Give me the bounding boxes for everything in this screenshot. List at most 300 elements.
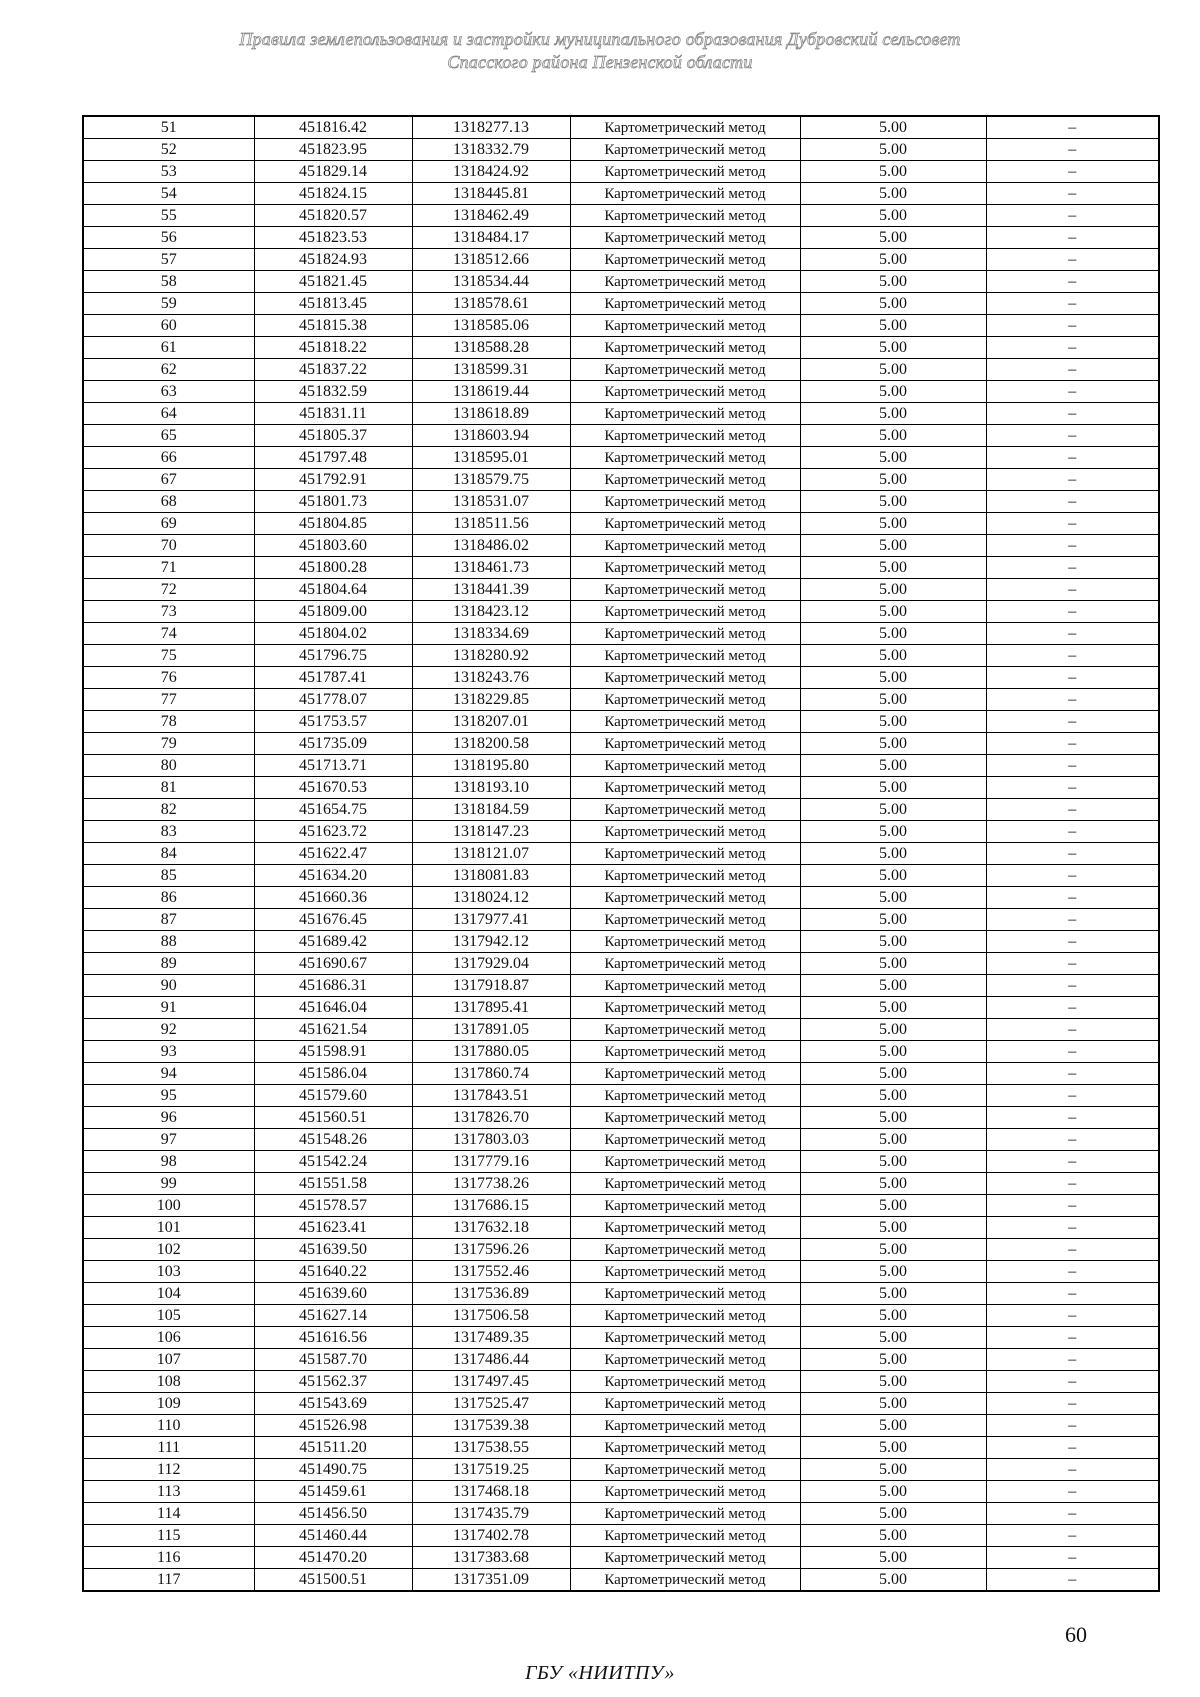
method-cell: Картометрический метод [570, 887, 800, 909]
accuracy-cell: 5.00 [800, 1503, 986, 1525]
method-cell: Картометрический метод [570, 953, 800, 975]
point-number-cell: 95 [83, 1085, 254, 1107]
accuracy-cell: 5.00 [800, 535, 986, 557]
point-number-cell: 75 [83, 645, 254, 667]
x-coordinate-cell: 451621.54 [254, 1019, 412, 1041]
accuracy-cell: 5.00 [800, 1283, 986, 1305]
point-number-cell: 117 [83, 1569, 254, 1592]
y-coordinate-cell: 1317402.78 [412, 1525, 570, 1547]
accuracy-cell: 5.00 [800, 139, 986, 161]
point-number-cell: 106 [83, 1327, 254, 1349]
table-row [83, 1327, 1159, 1349]
accuracy-cell: 5.00 [800, 293, 986, 315]
note-cell: – [986, 689, 1159, 711]
table-row [83, 997, 1159, 1019]
table-row [83, 1503, 1159, 1525]
accuracy-cell: 5.00 [800, 1569, 986, 1592]
method-cell: Картометрический метод [570, 1503, 800, 1525]
table-row [83, 205, 1159, 227]
accuracy-cell: 5.00 [800, 601, 986, 623]
method-cell: Картометрический метод [570, 1239, 800, 1261]
note-cell: – [986, 975, 1159, 997]
method-cell: Картометрический метод [570, 1151, 800, 1173]
y-coordinate-cell: 1317538.55 [412, 1437, 570, 1459]
note-cell: – [986, 249, 1159, 271]
method-cell: Картометрический метод [570, 1305, 800, 1327]
x-coordinate-cell: 451805.37 [254, 425, 412, 447]
point-number-cell: 89 [83, 953, 254, 975]
x-coordinate-cell: 451713.71 [254, 755, 412, 777]
point-number-cell: 111 [83, 1437, 254, 1459]
note-cell: – [986, 667, 1159, 689]
y-coordinate-cell: 1318423.12 [412, 601, 570, 623]
note-cell: – [986, 425, 1159, 447]
table-row [83, 1261, 1159, 1283]
point-number-cell: 76 [83, 667, 254, 689]
method-cell: Картометрический метод [570, 1085, 800, 1107]
x-coordinate-cell: 451796.75 [254, 645, 412, 667]
table-row [83, 557, 1159, 579]
table-row [83, 425, 1159, 447]
header-title-line-1: Правила землепользования и застройки муниципального образования Дубровский сельсовет [239, 29, 961, 49]
y-coordinate-cell: 1317435.79 [412, 1503, 570, 1525]
note-cell: – [986, 359, 1159, 381]
page-number: 60 [1065, 1622, 1087, 1647]
point-number-cell: 102 [83, 1239, 254, 1261]
y-coordinate-cell: 1317779.16 [412, 1151, 570, 1173]
point-number-cell: 108 [83, 1371, 254, 1393]
method-cell: Картометрический метод [570, 975, 800, 997]
point-number-cell: 113 [83, 1481, 254, 1503]
accuracy-cell: 5.00 [800, 865, 986, 887]
method-cell: Картометрический метод [570, 1063, 800, 1085]
table-row [83, 491, 1159, 513]
y-coordinate-cell: 1317843.51 [412, 1085, 570, 1107]
x-coordinate-cell: 451831.11 [254, 403, 412, 425]
point-number-cell: 55 [83, 205, 254, 227]
note-cell: – [986, 1129, 1159, 1151]
table-row [83, 447, 1159, 469]
y-coordinate-cell: 1317519.25 [412, 1459, 570, 1481]
x-coordinate-cell: 451735.09 [254, 733, 412, 755]
point-number-cell: 68 [83, 491, 254, 513]
method-cell: Картометрический метод [570, 1261, 800, 1283]
accuracy-cell: 5.00 [800, 1129, 986, 1151]
accuracy-cell: 5.00 [800, 887, 986, 909]
method-cell: Картометрический метод [570, 271, 800, 293]
accuracy-cell: 5.00 [800, 227, 986, 249]
table-row [83, 645, 1159, 667]
note-cell: – [986, 161, 1159, 183]
point-number-cell: 85 [83, 865, 254, 887]
x-coordinate-cell: 451753.57 [254, 711, 412, 733]
note-cell: – [986, 469, 1159, 491]
accuracy-cell: 5.00 [800, 425, 986, 447]
x-coordinate-cell: 451660.36 [254, 887, 412, 909]
method-cell: Картометрический метод [570, 513, 800, 535]
table-row [83, 139, 1159, 161]
method-cell: Картометрический метод [570, 337, 800, 359]
accuracy-cell: 5.00 [800, 1525, 986, 1547]
note-cell: – [986, 227, 1159, 249]
note-cell: – [986, 1173, 1159, 1195]
accuracy-cell: 5.00 [800, 1063, 986, 1085]
point-number-cell: 56 [83, 227, 254, 249]
point-number-cell: 70 [83, 535, 254, 557]
footer-organization: ГБУ «НИИТПУ» [525, 1662, 675, 1684]
y-coordinate-cell: 1318585.06 [412, 315, 570, 337]
y-coordinate-cell: 1317891.05 [412, 1019, 570, 1041]
point-number-cell: 51 [83, 116, 254, 139]
table-row [83, 1041, 1159, 1063]
note-cell: – [986, 491, 1159, 513]
accuracy-cell: 5.00 [800, 205, 986, 227]
point-number-cell: 71 [83, 557, 254, 579]
x-coordinate-cell: 451809.00 [254, 601, 412, 623]
y-coordinate-cell: 1317929.04 [412, 953, 570, 975]
x-coordinate-cell: 451821.45 [254, 271, 412, 293]
note-cell: – [986, 1283, 1159, 1305]
accuracy-cell: 5.00 [800, 1041, 986, 1063]
note-cell: – [986, 1415, 1159, 1437]
y-coordinate-cell: 1317803.03 [412, 1129, 570, 1151]
point-number-cell: 69 [83, 513, 254, 535]
table-row [83, 227, 1159, 249]
y-coordinate-cell: 1317468.18 [412, 1481, 570, 1503]
accuracy-cell: 5.00 [800, 953, 986, 975]
accuracy-cell: 5.00 [800, 1349, 986, 1371]
table-row [83, 931, 1159, 953]
note-cell: – [986, 1041, 1159, 1063]
method-cell: Картометрический метод [570, 249, 800, 271]
accuracy-cell: 5.00 [800, 799, 986, 821]
accuracy-cell: 5.00 [800, 337, 986, 359]
x-coordinate-cell: 451792.91 [254, 469, 412, 491]
note-cell: – [986, 1349, 1159, 1371]
accuracy-cell: 5.00 [800, 645, 986, 667]
y-coordinate-cell: 1318595.01 [412, 447, 570, 469]
table-row [83, 667, 1159, 689]
point-number-cell: 66 [83, 447, 254, 469]
table-row [83, 1547, 1159, 1569]
x-coordinate-cell: 451646.04 [254, 997, 412, 1019]
point-number-cell: 80 [83, 755, 254, 777]
method-cell: Картометрический метод [570, 601, 800, 623]
accuracy-cell: 5.00 [800, 1371, 986, 1393]
point-number-cell: 99 [83, 1173, 254, 1195]
method-cell: Картометрический метод [570, 1195, 800, 1217]
y-coordinate-cell: 1317826.70 [412, 1107, 570, 1129]
method-cell: Картометрический метод [570, 491, 800, 513]
point-number-cell: 54 [83, 183, 254, 205]
x-coordinate-cell: 451804.02 [254, 623, 412, 645]
y-coordinate-cell: 1317942.12 [412, 931, 570, 953]
y-coordinate-cell: 1318277.13 [412, 116, 570, 139]
accuracy-cell: 5.00 [800, 689, 986, 711]
method-cell: Картометрический метод [570, 1129, 800, 1151]
accuracy-cell: 5.00 [800, 183, 986, 205]
table-row [83, 799, 1159, 821]
x-coordinate-cell: 451470.20 [254, 1547, 412, 1569]
y-coordinate-cell: 1317738.26 [412, 1173, 570, 1195]
note-cell: – [986, 1261, 1159, 1283]
x-coordinate-cell: 451815.38 [254, 315, 412, 337]
point-number-cell: 61 [83, 337, 254, 359]
x-coordinate-cell: 451634.20 [254, 865, 412, 887]
accuracy-cell: 5.00 [800, 1019, 986, 1041]
x-coordinate-cell: 451598.91 [254, 1041, 412, 1063]
accuracy-cell: 5.00 [800, 1459, 986, 1481]
x-coordinate-cell: 451689.42 [254, 931, 412, 953]
accuracy-cell: 5.00 [800, 1239, 986, 1261]
point-number-cell: 100 [83, 1195, 254, 1217]
accuracy-cell: 5.00 [800, 755, 986, 777]
accuracy-cell: 5.00 [800, 975, 986, 997]
table-row [83, 953, 1159, 975]
note-cell: – [986, 271, 1159, 293]
method-cell: Картометрический метод [570, 293, 800, 315]
accuracy-cell: 5.00 [800, 271, 986, 293]
table-row [83, 183, 1159, 205]
method-cell: Картометрический метод [570, 447, 800, 469]
method-cell: Картометрический метод [570, 997, 800, 1019]
method-cell: Картометрический метод [570, 557, 800, 579]
accuracy-cell: 5.00 [800, 1415, 986, 1437]
point-number-cell: 107 [83, 1349, 254, 1371]
method-cell: Картометрический метод [570, 403, 800, 425]
accuracy-cell: 5.00 [800, 1151, 986, 1173]
accuracy-cell: 5.00 [800, 116, 986, 139]
point-number-cell: 115 [83, 1525, 254, 1547]
method-cell: Картометрический метод [570, 645, 800, 667]
y-coordinate-cell: 1318024.12 [412, 887, 570, 909]
x-coordinate-cell: 451820.57 [254, 205, 412, 227]
x-coordinate-cell: 451551.58 [254, 1173, 412, 1195]
table-row [83, 755, 1159, 777]
table-row [83, 1371, 1159, 1393]
x-coordinate-cell: 451500.51 [254, 1569, 412, 1592]
point-number-cell: 84 [83, 843, 254, 865]
point-number-cell: 96 [83, 1107, 254, 1129]
table-row [83, 1085, 1159, 1107]
y-coordinate-cell: 1318578.61 [412, 293, 570, 315]
note-cell: – [986, 1327, 1159, 1349]
table-row [83, 1129, 1159, 1151]
method-cell: Картометрический метод [570, 755, 800, 777]
accuracy-cell: 5.00 [800, 403, 986, 425]
note-cell: – [986, 1305, 1159, 1327]
point-number-cell: 52 [83, 139, 254, 161]
y-coordinate-cell: 1318332.79 [412, 139, 570, 161]
table-row [83, 1107, 1159, 1129]
method-cell: Картометрический метод [570, 1349, 800, 1371]
note-cell: – [986, 733, 1159, 755]
x-coordinate-cell: 451562.37 [254, 1371, 412, 1393]
x-coordinate-cell: 451676.45 [254, 909, 412, 931]
x-coordinate-cell: 451804.85 [254, 513, 412, 535]
x-coordinate-cell: 451800.28 [254, 557, 412, 579]
x-coordinate-cell: 451640.22 [254, 1261, 412, 1283]
y-coordinate-cell: 1317918.87 [412, 975, 570, 997]
method-cell: Картометрический метод [570, 711, 800, 733]
x-coordinate-cell: 451804.64 [254, 579, 412, 601]
y-coordinate-cell: 1318193.10 [412, 777, 570, 799]
method-cell: Картометрический метод [570, 1437, 800, 1459]
accuracy-cell: 5.00 [800, 513, 986, 535]
table-row [83, 1063, 1159, 1085]
method-cell: Картометрический метод [570, 1107, 800, 1129]
note-cell: – [986, 1481, 1159, 1503]
point-number-cell: 93 [83, 1041, 254, 1063]
note-cell: – [986, 337, 1159, 359]
method-cell: Картометрический метод [570, 579, 800, 601]
y-coordinate-cell: 1317506.58 [412, 1305, 570, 1327]
accuracy-cell: 5.00 [800, 491, 986, 513]
x-coordinate-cell: 451778.07 [254, 689, 412, 711]
note-cell: – [986, 755, 1159, 777]
table-row [83, 293, 1159, 315]
accuracy-cell: 5.00 [800, 1481, 986, 1503]
method-cell: Картометрический метод [570, 183, 800, 205]
note-cell: – [986, 1239, 1159, 1261]
x-coordinate-cell: 451490.75 [254, 1459, 412, 1481]
note-cell: – [986, 1547, 1159, 1569]
accuracy-cell: 5.00 [800, 1085, 986, 1107]
point-number-cell: 110 [83, 1415, 254, 1437]
note-cell: – [986, 447, 1159, 469]
accuracy-cell: 5.00 [800, 1437, 986, 1459]
point-number-cell: 103 [83, 1261, 254, 1283]
accuracy-cell: 5.00 [800, 381, 986, 403]
accuracy-cell: 5.00 [800, 447, 986, 469]
y-coordinate-cell: 1317539.38 [412, 1415, 570, 1437]
method-cell: Картометрический метод [570, 1019, 800, 1041]
method-cell: Картометрический метод [570, 843, 800, 865]
method-cell: Картометрический метод [570, 381, 800, 403]
x-coordinate-cell: 451639.50 [254, 1239, 412, 1261]
y-coordinate-cell: 1318229.85 [412, 689, 570, 711]
x-coordinate-cell: 451639.60 [254, 1283, 412, 1305]
y-coordinate-cell: 1318280.92 [412, 645, 570, 667]
table-row [83, 1525, 1159, 1547]
point-number-cell: 59 [83, 293, 254, 315]
accuracy-cell: 5.00 [800, 1107, 986, 1129]
method-cell: Картометрический метод [570, 1415, 800, 1437]
table-row [83, 1415, 1159, 1437]
note-cell: – [986, 116, 1159, 139]
accuracy-cell: 5.00 [800, 821, 986, 843]
y-coordinate-cell: 1318486.02 [412, 535, 570, 557]
method-cell: Картометрический метод [570, 1327, 800, 1349]
x-coordinate-cell: 451623.72 [254, 821, 412, 843]
y-coordinate-cell: 1317880.05 [412, 1041, 570, 1063]
x-coordinate-cell: 451548.26 [254, 1129, 412, 1151]
x-coordinate-cell: 451456.50 [254, 1503, 412, 1525]
point-number-cell: 92 [83, 1019, 254, 1041]
accuracy-cell: 5.00 [800, 1217, 986, 1239]
point-number-cell: 72 [83, 579, 254, 601]
note-cell: – [986, 865, 1159, 887]
method-cell: Картометрический метод [570, 1041, 800, 1063]
x-coordinate-cell: 451670.53 [254, 777, 412, 799]
x-coordinate-cell: 451586.04 [254, 1063, 412, 1085]
method-cell: Картометрический метод [570, 931, 800, 953]
method-cell: Картометрический метод [570, 667, 800, 689]
accuracy-cell: 5.00 [800, 667, 986, 689]
method-cell: Картометрический метод [570, 469, 800, 491]
point-number-cell: 86 [83, 887, 254, 909]
accuracy-cell: 5.00 [800, 777, 986, 799]
note-cell: – [986, 1525, 1159, 1547]
y-coordinate-cell: 1318461.73 [412, 557, 570, 579]
table-row [83, 1349, 1159, 1371]
table-row [83, 116, 1159, 139]
point-number-cell: 87 [83, 909, 254, 931]
x-coordinate-cell: 451832.59 [254, 381, 412, 403]
accuracy-cell: 5.00 [800, 315, 986, 337]
point-number-cell: 63 [83, 381, 254, 403]
accuracy-cell: 5.00 [800, 843, 986, 865]
y-coordinate-cell: 1317525.47 [412, 1393, 570, 1415]
y-coordinate-cell: 1318195.80 [412, 755, 570, 777]
table-row [83, 315, 1159, 337]
point-number-cell: 83 [83, 821, 254, 843]
y-coordinate-cell: 1318207.01 [412, 711, 570, 733]
x-coordinate-cell: 451823.53 [254, 227, 412, 249]
method-cell: Картометрический метод [570, 1525, 800, 1547]
method-cell: Картометрический метод [570, 1547, 800, 1569]
note-cell: – [986, 843, 1159, 865]
method-cell: Картометрический метод [570, 1481, 800, 1503]
x-coordinate-cell: 451690.67 [254, 953, 412, 975]
y-coordinate-cell: 1318618.89 [412, 403, 570, 425]
method-cell: Картометрический метод [570, 425, 800, 447]
table-row [83, 843, 1159, 865]
x-coordinate-cell: 451579.60 [254, 1085, 412, 1107]
table-row [83, 887, 1159, 909]
point-number-cell: 58 [83, 271, 254, 293]
table-row [83, 1019, 1159, 1041]
method-cell: Картометрический метод [570, 777, 800, 799]
accuracy-cell: 5.00 [800, 1261, 986, 1283]
y-coordinate-cell: 1318441.39 [412, 579, 570, 601]
note-cell: – [986, 601, 1159, 623]
note-cell: – [986, 1437, 1159, 1459]
y-coordinate-cell: 1317489.35 [412, 1327, 570, 1349]
table-row [83, 975, 1159, 997]
point-number-cell: 67 [83, 469, 254, 491]
note-cell: – [986, 931, 1159, 953]
method-cell: Картометрический метод [570, 1173, 800, 1195]
table-row [83, 1173, 1159, 1195]
note-cell: – [986, 953, 1159, 975]
x-coordinate-cell: 451829.14 [254, 161, 412, 183]
x-coordinate-cell: 451511.20 [254, 1437, 412, 1459]
point-number-cell: 82 [83, 799, 254, 821]
table-row [83, 469, 1159, 491]
method-cell: Картометрический метод [570, 821, 800, 843]
point-number-cell: 73 [83, 601, 254, 623]
table-row [83, 689, 1159, 711]
note-cell: – [986, 1019, 1159, 1041]
method-cell: Картометрический метод [570, 1283, 800, 1305]
accuracy-cell: 5.00 [800, 1327, 986, 1349]
point-number-cell: 114 [83, 1503, 254, 1525]
table-row [83, 623, 1159, 645]
table-row [83, 1283, 1159, 1305]
note-cell: – [986, 1569, 1159, 1592]
note-cell: – [986, 381, 1159, 403]
